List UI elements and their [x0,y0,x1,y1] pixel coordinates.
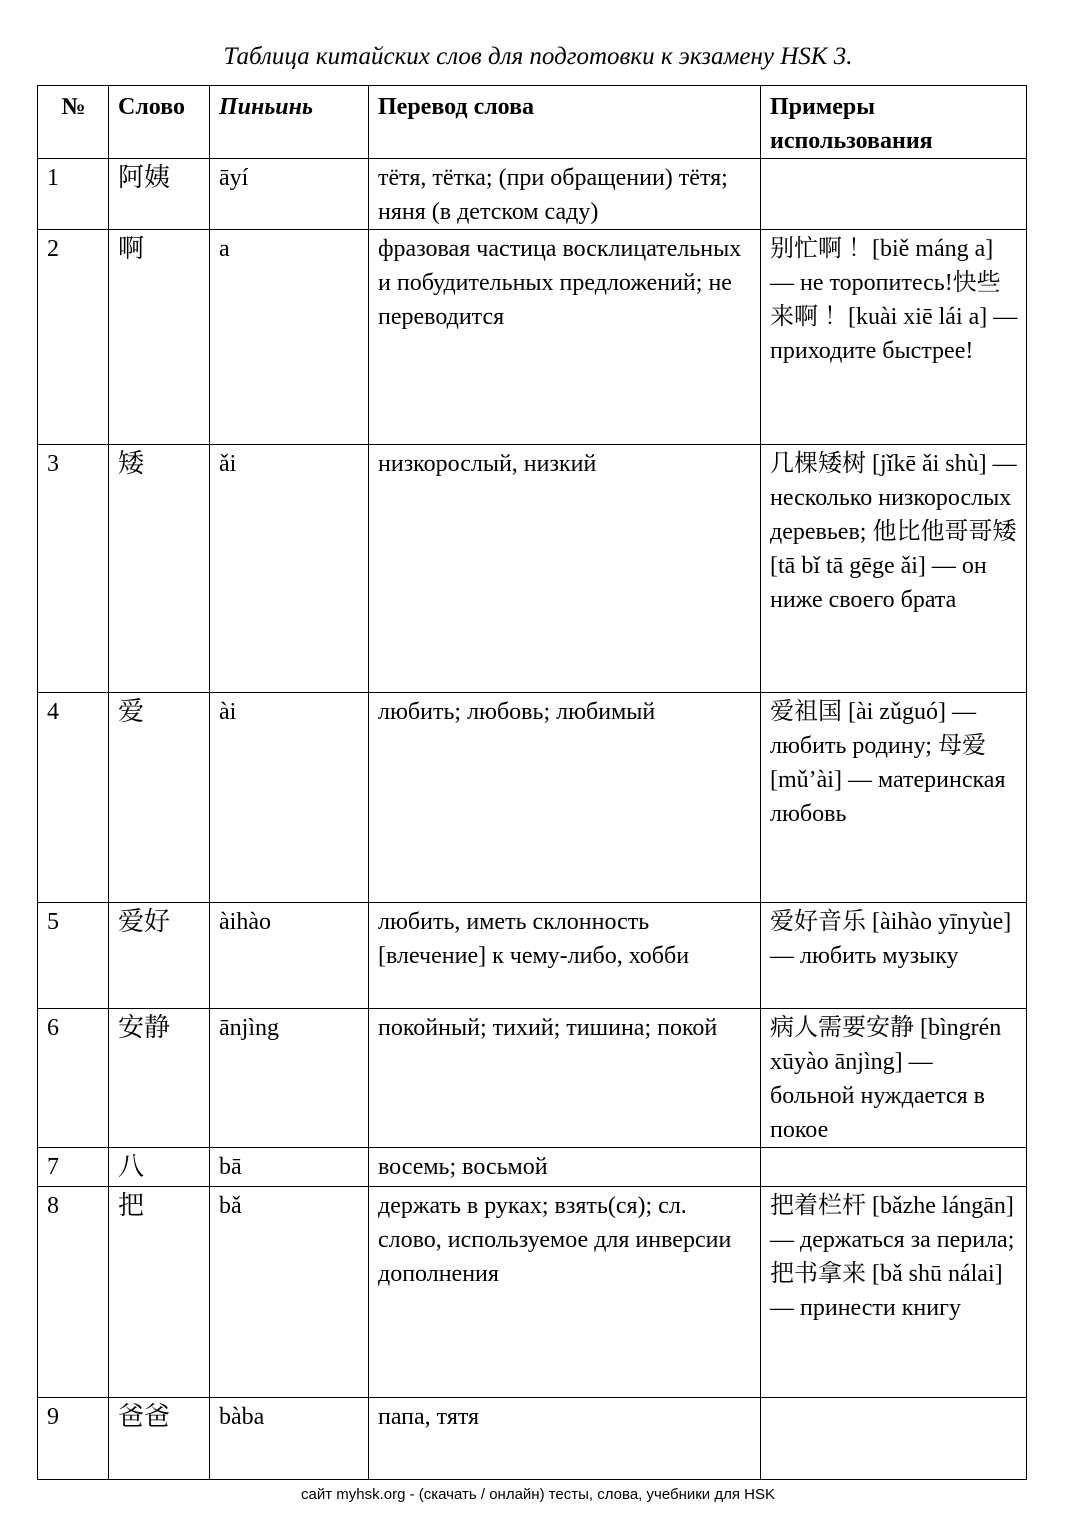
row-translation: любить, иметь склонность [влечение] к чему-либо, хобби [369,903,761,1009]
row-pinyin: ài [210,693,369,903]
table-row [38,693,1027,903]
row-word: 阿姨 [109,159,210,230]
row-number: 8 [38,1187,109,1398]
row-translation: папа, тятя [369,1398,761,1480]
row-word: 爱 [109,693,210,903]
row-word: 安静 [109,1009,210,1148]
header-word: Слово [109,86,210,159]
row-number: 5 [38,903,109,1009]
row-number: 9 [38,1398,109,1480]
row-translation: держать в руках; взять(ся); сл. слово, используемое для инверсии дополнения [369,1187,761,1398]
table-row [38,1187,1027,1398]
row-examples: 爱好音乐 [àihào yīnyùe] — любить музыку [761,903,1027,1009]
site-footer: сайт myhsk.org - (скачать / онлайн) тесты, слова, учебники для HSK [301,1486,775,1503]
row-translation: любить; любовь; любимый [369,693,761,903]
header-examples: Примеры использования [761,86,1027,159]
row-number: 1 [38,159,109,230]
header-translation: Перевод слова [369,86,761,159]
row-pinyin: āyí [210,159,369,230]
row-examples: 别忙啊 ！[biě máng a] — не торопитесь!快些来啊 ！[kuài xiē lái a] — приходите быстрее! [761,230,1027,445]
table-row [38,445,1027,693]
row-pinyin: bǎ [210,1187,369,1398]
row-pinyin: ānjìng [210,1009,369,1148]
row-translation: покойный; тихий; тишина; покой [369,1009,761,1148]
table-row [38,1398,1027,1480]
header-pinyin: Пиньинь [210,86,369,159]
table-row [38,903,1027,1009]
row-examples: 病人需要安静 [bìngrén xūyào ānjìng] — больной нуждается в покое [761,1009,1027,1148]
row-pinyin: ǎi [210,445,369,693]
row-word: 爱好 [109,903,210,1009]
row-number: 4 [38,693,109,903]
row-translation: тётя, тётка; (при обращении) тётя; няня (в детском саду) [369,159,761,230]
document-title: Таблица китайских слов для подготовки к экзамену HSK 3. [223,43,853,70]
table-row [38,159,1027,230]
row-word: 矮 [109,445,210,693]
row-examples [761,1148,1027,1187]
header-number: № [38,86,109,159]
row-pinyin: bàba [210,1398,369,1480]
row-word: 爸爸 [109,1398,210,1480]
table-row [38,1148,1027,1187]
row-number: 2 [38,230,109,445]
row-examples [761,1398,1027,1480]
row-number: 6 [38,1009,109,1148]
table-header-row [38,86,1027,159]
row-number: 3 [38,445,109,693]
row-word: 啊 [109,230,210,445]
row-examples: 把着栏杆 [bǎzhe lángān] — держаться за перила; 把书拿来 [bǎ shū nálai] — принести книгу [761,1187,1027,1398]
vocabulary-table [37,85,1027,1480]
row-translation: фразовая частица восклицательных и побудительных предложений; не переводится [369,230,761,445]
row-translation: восемь; восьмой [369,1148,761,1187]
row-examples: 爱祖国 [ài zǔguó] — любить родину; 母爱 [mǔ’ài] — материнская любовь [761,693,1027,903]
row-examples [761,159,1027,230]
row-word: 把 [109,1187,210,1398]
table-row [38,230,1027,445]
row-pinyin: bā [210,1148,369,1187]
row-word: 八 [109,1148,210,1187]
row-examples: 几棵矮树 [jǐkē ǎi shù] — несколько низкорослых деревьев; 他比他哥哥矮 [tā bǐ tā gēge ǎi] — он ниже своего брата [761,445,1027,693]
table-row [38,1009,1027,1148]
row-translation: низкорослый, низкий [369,445,761,693]
row-pinyin: a [210,230,369,445]
row-number: 7 [38,1148,109,1187]
row-pinyin: àihào [210,903,369,1009]
